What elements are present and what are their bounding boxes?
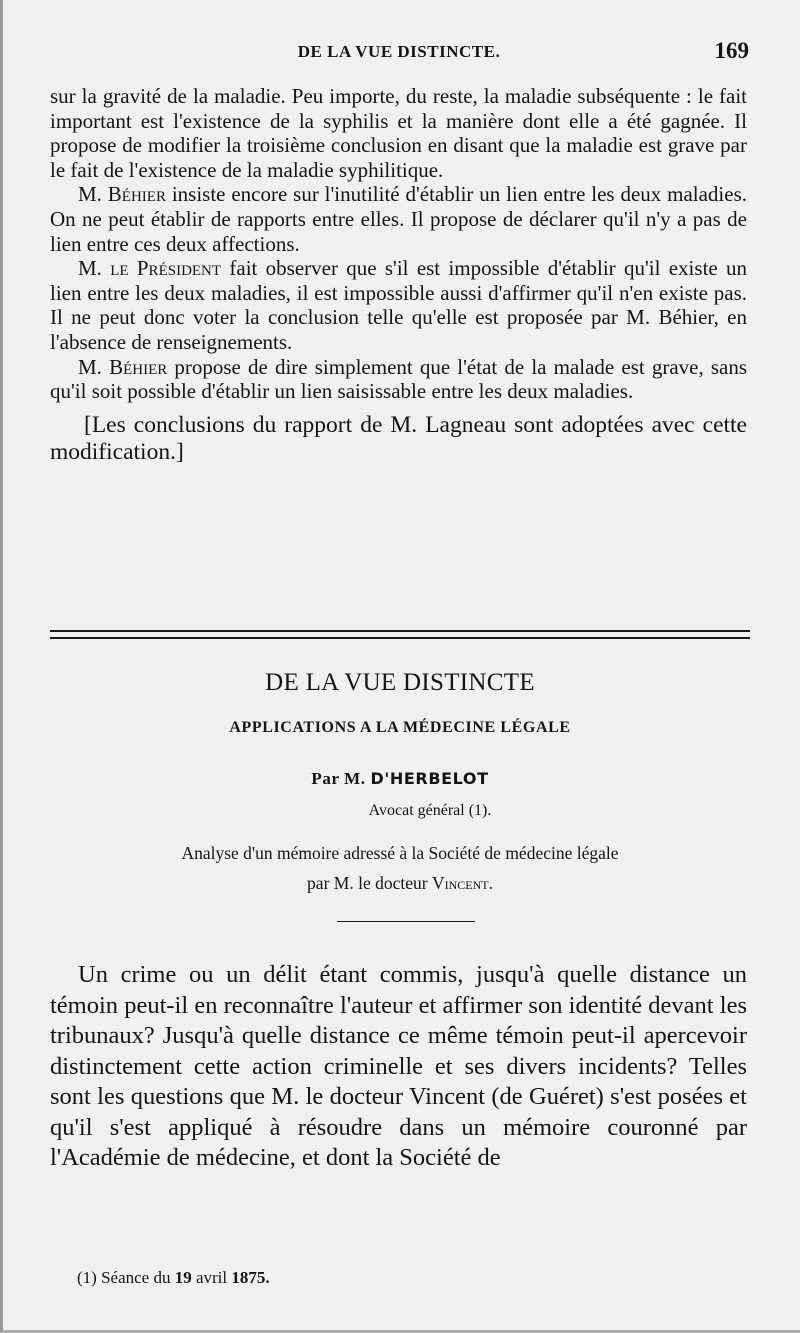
article-body — [50, 960, 747, 1174]
speaker-initial: M. — [78, 182, 102, 207]
running-header — [49, 34, 749, 74]
discussion-section — [50, 84, 747, 466]
footnote-marker: (1) — [77, 1268, 97, 1287]
running-title: DE LA VUE DISTINCTE. — [297, 42, 501, 61]
author-role: Avocat général (1). — [368, 802, 492, 819]
paragraph-2-text: insiste encore sur l'inutilité d'établir un lien entre les deux maladies. On ne peut établir de rapports entre elles. Il propose de déclarer qu'il n'y a pas de lien entre ces deux affections. — [50, 182, 748, 256]
analysis-doctor-name: Vincent. — [431, 873, 493, 893]
paragraph-3-text: fait observer que s'il est impossible d'établir qu'il existe un lien entre les deux maladies, il est impossible aussi d'affirmer qu'il n'en existe pas. Il ne peut donc voter la conclusion telle qu'elle est proposée par M. Béhier, en l'absence de renseignements. — [50, 256, 748, 354]
article-subtitle: APPLICATIONS A LA MÉDECINE LÉGALE — [229, 719, 571, 736]
analysis-line-2 — [50, 868, 750, 898]
footnote-year: 1875. — [231, 1268, 270, 1287]
conclusion-note: [Les conclusions du rapport de M. Lagneau sont adoptées avec cette modification.] — [50, 411, 747, 465]
speaker-initial: M. — [78, 256, 102, 281]
paragraph-1: sur la gravité de la maladie. Peu importe, du reste, la maladie subséquente : le fait important est l'existence de la syphilis et la manière dont elle a été gagnée. Il propose de modifier la troisième conclusion en disant que la maladie est grave par le fait de l'existence de la maladie syphilitique. — [50, 84, 747, 182]
paragraph-4 — [50, 355, 747, 404]
speaker-name: le Président — [110, 256, 222, 281]
short-divider — [337, 921, 475, 922]
paragraph-3 — [50, 256, 747, 354]
footnote — [77, 1268, 270, 1288]
page-number: 169 — [714, 38, 749, 63]
paragraph-4-text: propose de dire simplement que l'état de la malade est grave, sans qu'il soit possible d'établir un lien saisissable entre les deux maladies. — [50, 354, 748, 404]
analysis-note — [50, 838, 750, 898]
article-title: DE LA VUE DISTINCTE — [265, 669, 535, 696]
author-prefix: Par M. — [311, 769, 366, 788]
footnote-text-prefix: Séance du — [101, 1268, 171, 1287]
footnote-day: 19 — [174, 1268, 192, 1287]
speaker-name: Béhier — [107, 182, 166, 207]
analysis-line-2-prefix: par M. le docteur — [307, 873, 428, 893]
analysis-line-1: Analyse d'un mémoire adressé à la Société de médecine légale — [181, 843, 619, 863]
footnote-month: avril — [195, 1268, 228, 1287]
speaker-name: Béhier — [109, 354, 168, 379]
author-name: D'HERBELOT — [370, 769, 489, 788]
section-divider — [50, 630, 750, 639]
speaker-initial: M. — [78, 354, 102, 379]
article-body-paragraph: Un crime ou un délit étant commis, jusqu'à quelle distance un témoin peut-il en reconnaître l'auteur et affirmer son identité devant les tribunaux? Jusqu'à quelle distance ce même témoin peut-il apercevoir distinctement cette action criminelle et ses divers incidents? Telles sont les questions que M. le docteur Vincent (de Guéret) s'est posées et qu'il s'est appliqué à résoudre dans un mémoire couronné par l'Académie de médecine, et dont la Société de — [50, 961, 747, 1171]
paragraph-2 — [50, 182, 747, 256]
article-author — [50, 769, 750, 789]
